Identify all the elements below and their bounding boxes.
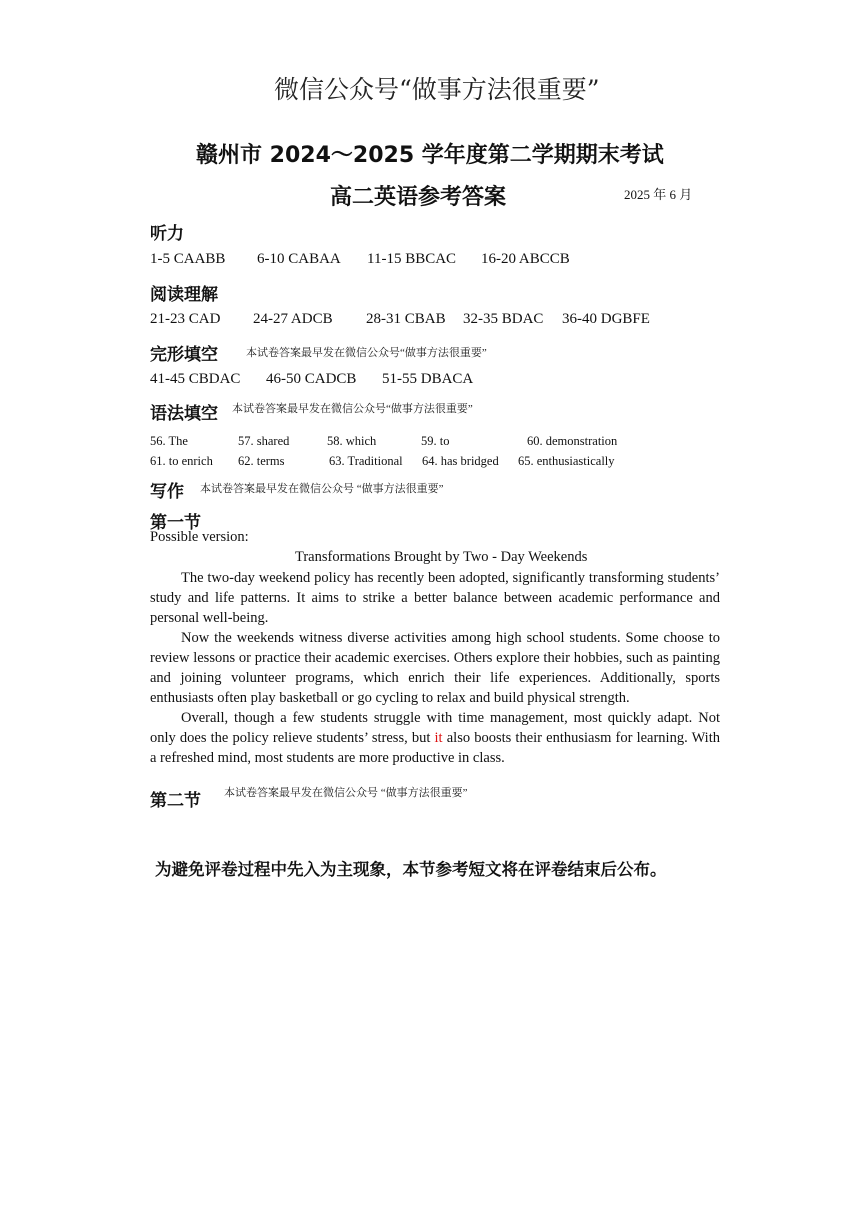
answer-group: 36-40 DGBFE [562,311,650,327]
answer-item: 61. to enrich [150,454,213,468]
answer-group: 51-55 DBACA [382,371,474,387]
exam-title: 赣州市 2024～2025 学年度第二学期期末考试 [196,143,664,168]
essay-paragraph [150,708,720,768]
essay-paragraph: Now the weekends witness diverse activities among high school students. Some choose to review lessons or practice their academic exercises. Others explore their hobbies, such as painting and joining volunteer programs, which enrich their life experiences. Additionally, sports enthusiasts often play basketball or go cycling to relax and build physical strength. [150,630,720,706]
writing-heading: 写作 [150,482,184,502]
section-1-heading: 第一节 [150,513,201,533]
answer-group: 24-27 ADCB [253,311,333,327]
answer-group: 6-10 CABAA [257,251,341,267]
listening-answers [150,251,570,268]
answer-item: 64. has bridged [422,454,499,468]
cloze-watermark-note: 本试卷答案最早发在微信公众号“做事方法很重要” [246,347,487,359]
answer-item: 57. shared [238,434,290,448]
cloze-answers [150,371,473,388]
answer-item: 56. The [150,434,188,448]
listening-heading: 听力 [150,224,184,244]
writing-watermark-note: 本试卷答案最早发在微信公众号 “做事方法很重要” [200,483,444,495]
grammar-row-1 [150,434,617,449]
answer-item: 63. Traditional [329,454,403,468]
grammar-heading: 语法填空 [150,404,218,424]
answer-item: 58. which [327,434,377,448]
reading-heading: 阅读理解 [150,285,218,305]
grammar-row-2 [150,454,615,469]
answer-group: 41-45 CBDAC [150,371,241,387]
answer-item: 65. enthusiastically [518,454,615,468]
answer-group: 32-35 BDAC [463,311,544,327]
answer-group: 16-20 ABCCB [481,251,570,267]
answer-group: 11-15 BBCAC [367,251,457,267]
answer-item: 62. terms [238,454,285,468]
exam-date: 2025 年 6 月 [624,187,693,202]
watermark-header: 微信公众号“做事方法很重要” [274,75,600,104]
essay-title: Transformations Brought by Two - Day Weekends [295,549,588,565]
essay-body [150,568,720,768]
answer-item: 59. to [421,434,450,448]
section-2-watermark-note: 本试卷答案最早发在微信公众号 “做事方法很重要” [224,787,468,799]
possible-version-label: Possible version: [150,529,249,545]
reading-answers [150,311,650,328]
essay-paragraph: The two-day weekend policy has recently been adopted, significantly transforming students’ study and life patterns. It aims to strike a better balance between academic performance and personal well-being. [150,570,720,626]
cloze-heading: 完形填空 [150,345,218,365]
essay-text: Overall, though a few students struggle with time management, most quickly adapt. Not only does the policy relieve students’ stress, but [150,710,720,746]
answer-group: 46-50 CADCB [266,371,357,387]
answer-item: 60. demonstration [527,434,618,448]
notice-text: 为避免评卷过程中先入为主现象，本节参考短文将在评卷结束后公布。 [155,860,667,879]
exam-subtitle: 高二英语参考答案 [330,185,507,210]
answer-group: 1-5 CAABB [150,251,226,267]
section-2-heading: 第二节 [150,791,201,811]
highlighted-word: it [434,730,443,746]
grammar-watermark-note: 本试卷答案最早发在微信公众号“做事方法很重要” [232,403,473,415]
answer-group: 28-31 CBAB [366,311,446,327]
answer-group: 21-23 CAD [150,311,221,327]
essay-text: also boosts their enthusiasm for learning. With a refreshed mind, most students are more productive in class. [150,730,720,766]
